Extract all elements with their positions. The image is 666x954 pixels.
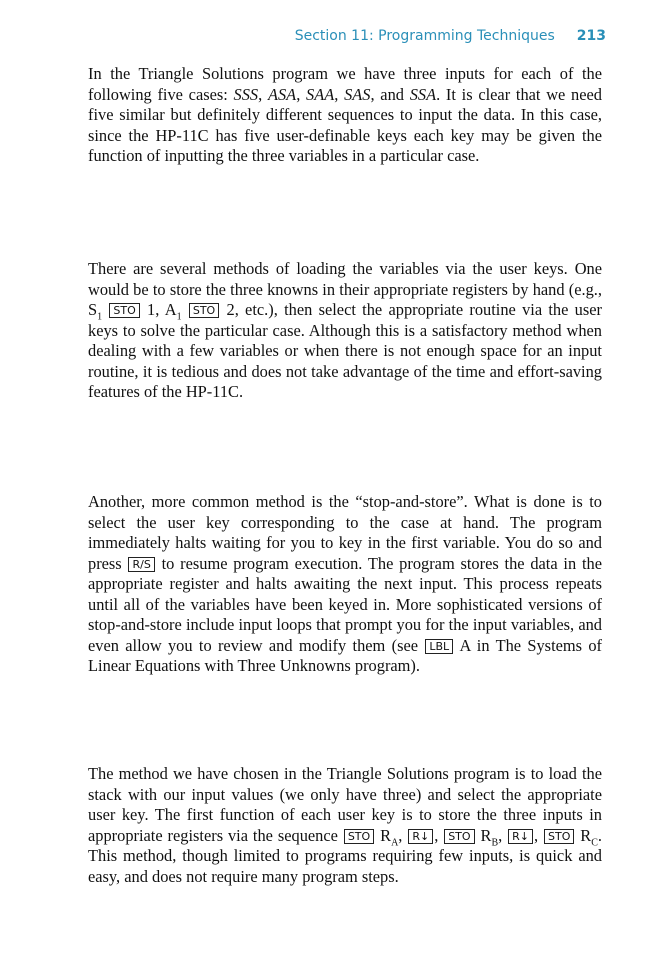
case-saa: SAA bbox=[306, 84, 335, 104]
sto-key: STO bbox=[444, 829, 474, 844]
text: . This method, though limited to programs requiring few inputs, is quick and easy, and does not require many program steps. bbox=[88, 825, 603, 886]
subscript: 1 bbox=[97, 311, 103, 323]
text: to resume program execution. The program stores the data in the appropriate register and halts awaiting the next input. This process repeats until all of the variables have been keyed in. More sophisticated versions of stop-and-store include input loops that prompt you for the input variables, and even allow you to review and modify them (see bbox=[88, 553, 602, 655]
text: . It is clear that we need five similar but definitely different sequences to input the data. In this case, since the HP-11C has five user-definable keys each key may be given the function of inputting the three variables in a particular case. bbox=[88, 84, 602, 165]
text: There are several methods of loading the variables via the user keys. One would be to store the three knowns in their appropriate registers by hand (e.g., S bbox=[88, 259, 602, 319]
roll-down-key: R↓ bbox=[508, 829, 533, 844]
text: , bbox=[296, 84, 307, 104]
text: , bbox=[334, 84, 345, 104]
run-stop-key: R/S bbox=[128, 557, 154, 572]
paragraph-manual-loading bbox=[88, 259, 602, 403]
case-asa: ASA bbox=[267, 84, 297, 104]
roll-down-key: R↓ bbox=[408, 829, 433, 844]
page-number: 213 bbox=[576, 28, 606, 44]
case-sas: SAS bbox=[344, 84, 371, 104]
subscript: A bbox=[391, 836, 399, 848]
sto-key: STO bbox=[189, 303, 219, 318]
text: , bbox=[258, 84, 268, 104]
paragraph-stop-and-store bbox=[88, 492, 602, 677]
section-title: Section 11: Programming Techniques bbox=[294, 28, 555, 44]
label-key: LBL bbox=[425, 639, 453, 654]
text: The method we have chosen in the Triangle Solutions program is to load the stack with our input values (we only have three) and select the appropriate user key. The first function of each user key is to store the three inputs in appropriate registers via the sequence bbox=[88, 764, 602, 845]
sto-key: STO bbox=[544, 829, 574, 844]
text: , bbox=[498, 825, 508, 845]
subscript: C bbox=[591, 836, 598, 848]
case-ssa: SSA bbox=[409, 84, 437, 104]
text: R bbox=[475, 825, 492, 845]
text bbox=[182, 300, 188, 319]
text: , bbox=[534, 825, 544, 845]
sto-key: STO bbox=[109, 303, 139, 318]
sto-key: STO bbox=[344, 829, 374, 844]
text: , and bbox=[370, 84, 410, 104]
text: , bbox=[398, 825, 408, 845]
text: 2, etc.), then select the appropriate routine via the user keys to solve the particular case. Although this is a satisfactory method when dealing with a few variables or when there is not enough space for an input routine, it is tedious and does not take advantage of the time and effort-saving features of the HP-11C. bbox=[88, 300, 602, 401]
text: In the Triangle Solutions program we have three inputs for each of the following five cases: bbox=[88, 64, 602, 104]
paragraph-input-cases bbox=[88, 64, 602, 167]
text: , bbox=[434, 825, 444, 845]
page-header bbox=[0, 28, 606, 44]
text: R bbox=[375, 825, 392, 845]
text: 1, A bbox=[140, 300, 177, 319]
paragraph-chosen-method bbox=[88, 764, 602, 887]
text: R bbox=[575, 825, 592, 845]
text bbox=[102, 300, 108, 319]
subscript: 1 bbox=[176, 311, 182, 323]
subscript: B bbox=[491, 836, 499, 848]
text: A in The Systems of Linear Equations with Three Unknowns program). bbox=[88, 635, 602, 675]
text: Another, more common method is the “stop-and-store”. What is done is to select the user key corresponding to the case at hand. The program immediately halts waiting for you to key in the first variable. You do so and press bbox=[88, 492, 602, 573]
case-sss: SSS bbox=[233, 84, 259, 104]
